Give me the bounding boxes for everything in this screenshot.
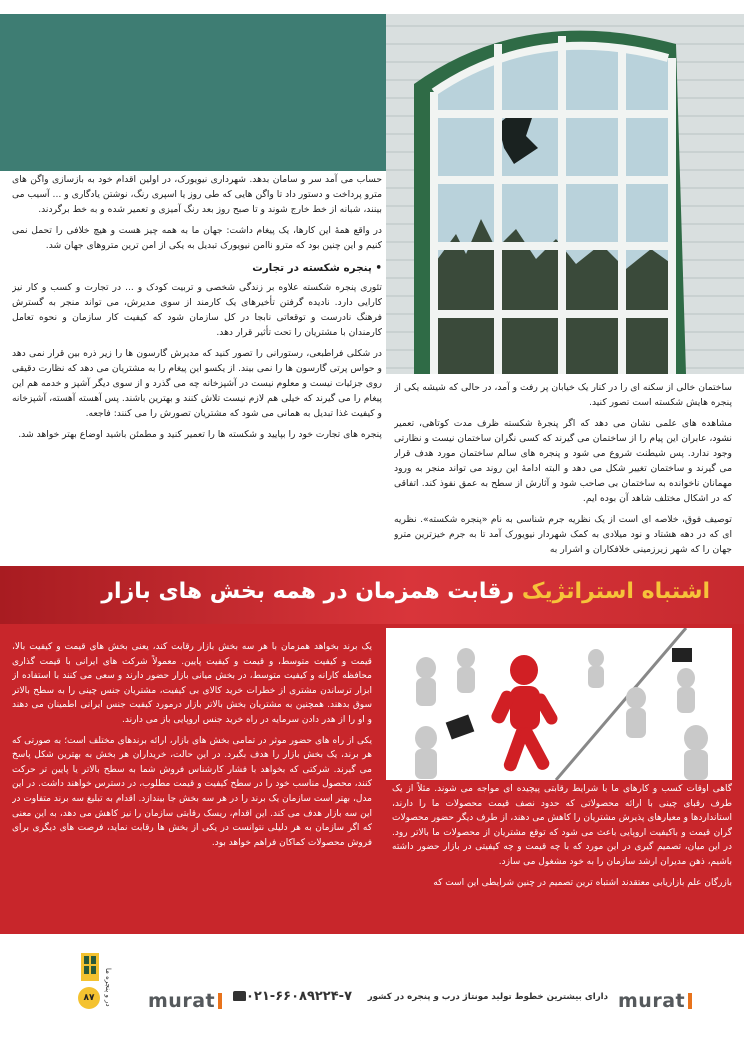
- murat-logo: [618, 990, 692, 1012]
- murat-logo-secondary: [148, 990, 222, 1012]
- article1-left-column: [12, 172, 382, 562]
- body-paragraph-2: در شکلی فراطبعی، رستورانی را تصور کنید که مدیرش گارسون ها را زیر ذره بین قرار نمی دهد و حواس پرتی گارسون ها را نمی بیند. از یکسو این پیغام را به مشتریان می دهد که نظارت دقیقی روی جزئیات نیست و معلوم نیست در آشپزخانه چه می گذرد و از سوی دیگر آشپز و خدمه هم این پیغام را می گیرند که خیلی هم لازم نیست تلاش کنند و بهترین باشند. پس آهسته آهسته، آشپزخانه و کیفیت غذا تبدیل به همانی می شود که مشتریان تصورش را می کنند: فاجعه.: [12, 348, 382, 419]
- article2-title-highlight: اشتباه استراتژیک: [521, 579, 710, 604]
- magazine-emblem-icon: [80, 952, 100, 982]
- article2-title: [101, 579, 710, 604]
- section-subheading: • پنجره شکسته در تجارت: [252, 262, 382, 274]
- phone-icon: [233, 991, 246, 1001]
- competition-illustration: [386, 628, 732, 780]
- page-number: ۸۷: [78, 987, 100, 1009]
- article2-right-paragraph-2: بازرگان علم بازاریابی معتقدند اشتباه ترین تصمیم در چنین شرایطی این است که: [433, 877, 732, 888]
- footer-phone: [230, 989, 352, 1004]
- body-paragraph-1: تئوری پنجره شکسته علاوه بر زندگی شخصی و تربیت کودک و ... در تجارت و کسب و کار نیز کارایی دارد. نادیده گرفتن تأخیرهای یک کارمند از سوی مدیرش، می تواند منجر به گسترش فرهنگ نادرست و توقعاتی نابجا در کل سازمان شود که کیفیت کار سازمان و نحوه تعامل کارمندان با مشتریان را تحت تأثیر قرار دهد.: [12, 282, 382, 338]
- right-paragraph-1: ساختمان خالی از سکنه ای را در کنار یک خیابان پر رفت و آمد، در حالی که شیشه یکی از پنجره هایش شکسته است تصور کنید.: [394, 382, 732, 408]
- body-paragraph-3: پنجره های تجارت خود را بپایید و شکسته ها را تعمیر کنید و مطمئن باشید اوضاع بهتر خواهد شد.: [18, 429, 382, 440]
- title-block: [0, 14, 386, 171]
- article2-right-column: [392, 782, 732, 930]
- intro-paragraph-1: حساب می آمد سر و سامان بدهد. شهرداری نیویورک، در اولین اقدام خود به بازسازی واگن های مترو پرداخت و دستور داد تا واگن هایی که طی روز یا اسپری رنگ، نوشتن یادگاری و ... آسیب می بینند، شبانه از خط خارج شوند و تا صبح روز بعد رنگ آمیزی و تعمیر شده و به خط برگردند.: [12, 174, 382, 215]
- footer-tagline: دارای بیشترین خطوط تولید مونتاژ درب و پنجره در کشور: [367, 992, 608, 1002]
- article1-right-column: [394, 380, 732, 560]
- logo-accent: [688, 993, 692, 1009]
- article2-left-paragraph-2: یکی از راه های حضور موثر در تمامی بخش های بازار، ارائه برندهای مختلف است؛ به صورتی که هر برند، یک بخش بازار را هدف بگیرد. در این حالت، خریداران هر بخش به بهترین شکل پاسخ می گیرند. شرکتی که بخواهد با فشار کارشناس فروش شما به سطح بالاتر یا پایین تر حرکت کنند، محصول مناسب خود را در سطح کیفیت و قیمت مطلوب، در دسترس خواهند داشت. در این مدل، بهتر است سازمان یک برند را در هر سه بخش جا بیندازد. اقدام به تبلیغ سه برند متفاوت در این سه بازار هدف می کند. این اقدام، ریسک رقابتی سازمان را نیز کاهش می دهد، به این معنی که اگر سازمان به هر دلیلی نتوانست در یکی از بخش ها رقابت نماید، فرصت های دیگری برای فروش محصولات کماکان فراهم خواهد بود.: [12, 735, 372, 848]
- article2-title-rest: رقابت همزمان در همه بخش های بازار: [101, 579, 522, 604]
- right-paragraph-3: توصیف فوق، خلاصه ای است از یک نظریه جرم شناسی به نام «پنجره شکسته». نظریه ای که در دهه هشتاد و نود میلادی به کمک شهردار نیویورک آمد تا به جرم خیزترین مترو جهان را که شهر زیرزمینی خلافکاران و اشرار به: [394, 514, 732, 555]
- article2-right-paragraph-1: گاهی اوقات کسب و کارهای ما با شرایط رقابتی پیچیده ای مواجه می شوند. مثلاً از یک طرف رقبای چینی با ارائه محصولاتی که حدود نصف قیمت محصولات ما را دارند، استانداردها و معیارهای پذیرش مشتریان را کاهش می دهند، از طرف دیگر حضور محصولات گران قیمت و باکیفیت اروپایی باعث می شود که توقع مشتریان از محصولات ما بالاتر رود. در این میان، تصمیم گیری در این مورد که با چه قیمت و چه کیفیتی در بازار حضور داشته باشیم، ذهن مدیران ارشد سازمان را به خود مشغول می سازد.: [392, 784, 732, 867]
- article2-left-column: [12, 640, 372, 930]
- phone-number: ۰۲۱-۶۶۰۸۹۲۲۴-۷: [246, 989, 353, 1004]
- broken-window-photo: [386, 14, 744, 374]
- logo-text: murat: [618, 990, 686, 1012]
- right-paragraph-2: مشاهده های علمی نشان می دهد که اگر پنجرهٔ شکسته ظرف مدت کوتاهی، تعمیر نشود، عابران این پیام را از ساختمان می گیرند که کسی نگران ساختمان نیست و نظارتی وجود ندارد. پس شیطنت شروع می شود و پنجره های سالم ساختمان مورد هدف قرار می گیرند و ساختمان تغییر شکل می دهد و البته ادامهٔ این روند می تواند منجر به ورود مهمانان ناخوانده به ساختمان بی صاحب شود و آثارش از سطح به عمق نفوذ کند. اتفاقی که در اشکال مختلف شاهد آن بوده ایم.: [394, 418, 732, 504]
- intro-paragraph-2: در واقع همهٔ این کارها، یک پیغام داشت: جهان ما به همه چیز هست و هیچ خلافی را تحمل نمی کنیم و این چنین بود که مترو ناامن نیویورک تبدیل به یکی از امن ترین متروهای جهان شد.: [12, 225, 382, 251]
- logo-accent-secondary: [218, 993, 222, 1009]
- magazine-name: در و پنجره ما: [104, 968, 112, 1007]
- article2-left-paragraph-1: یک برند بخواهد همزمان با هر سه بخش بازار رقابت کند، یعنی بخش های قیمت و کیفیت بالا، قیمت و کیفیت متوسط، و قیمت و کیفیت پایین. معمولاً شرکت های ایرانی با قیمت گذاری محافظه کارانه و کیفیت متوسط، در بخش میانی بازار حضور دارند و سعی می کنند با استفاده از ابزار ترساندن مشتری از خطرات خرید کالای بی کیفیت، مشتریان جنس چینی را به سطح بالاتر سوق بدهند. همچنین به مشتریان بخش بالاتر بازار درمورد کیفیت جنس ایرانی اطمینان می دهند و او را از هدر دادن سرمایه در راه خرید جنس اروپایی باز می دارند.: [12, 642, 372, 725]
- logo-text-secondary: murat: [148, 990, 216, 1012]
